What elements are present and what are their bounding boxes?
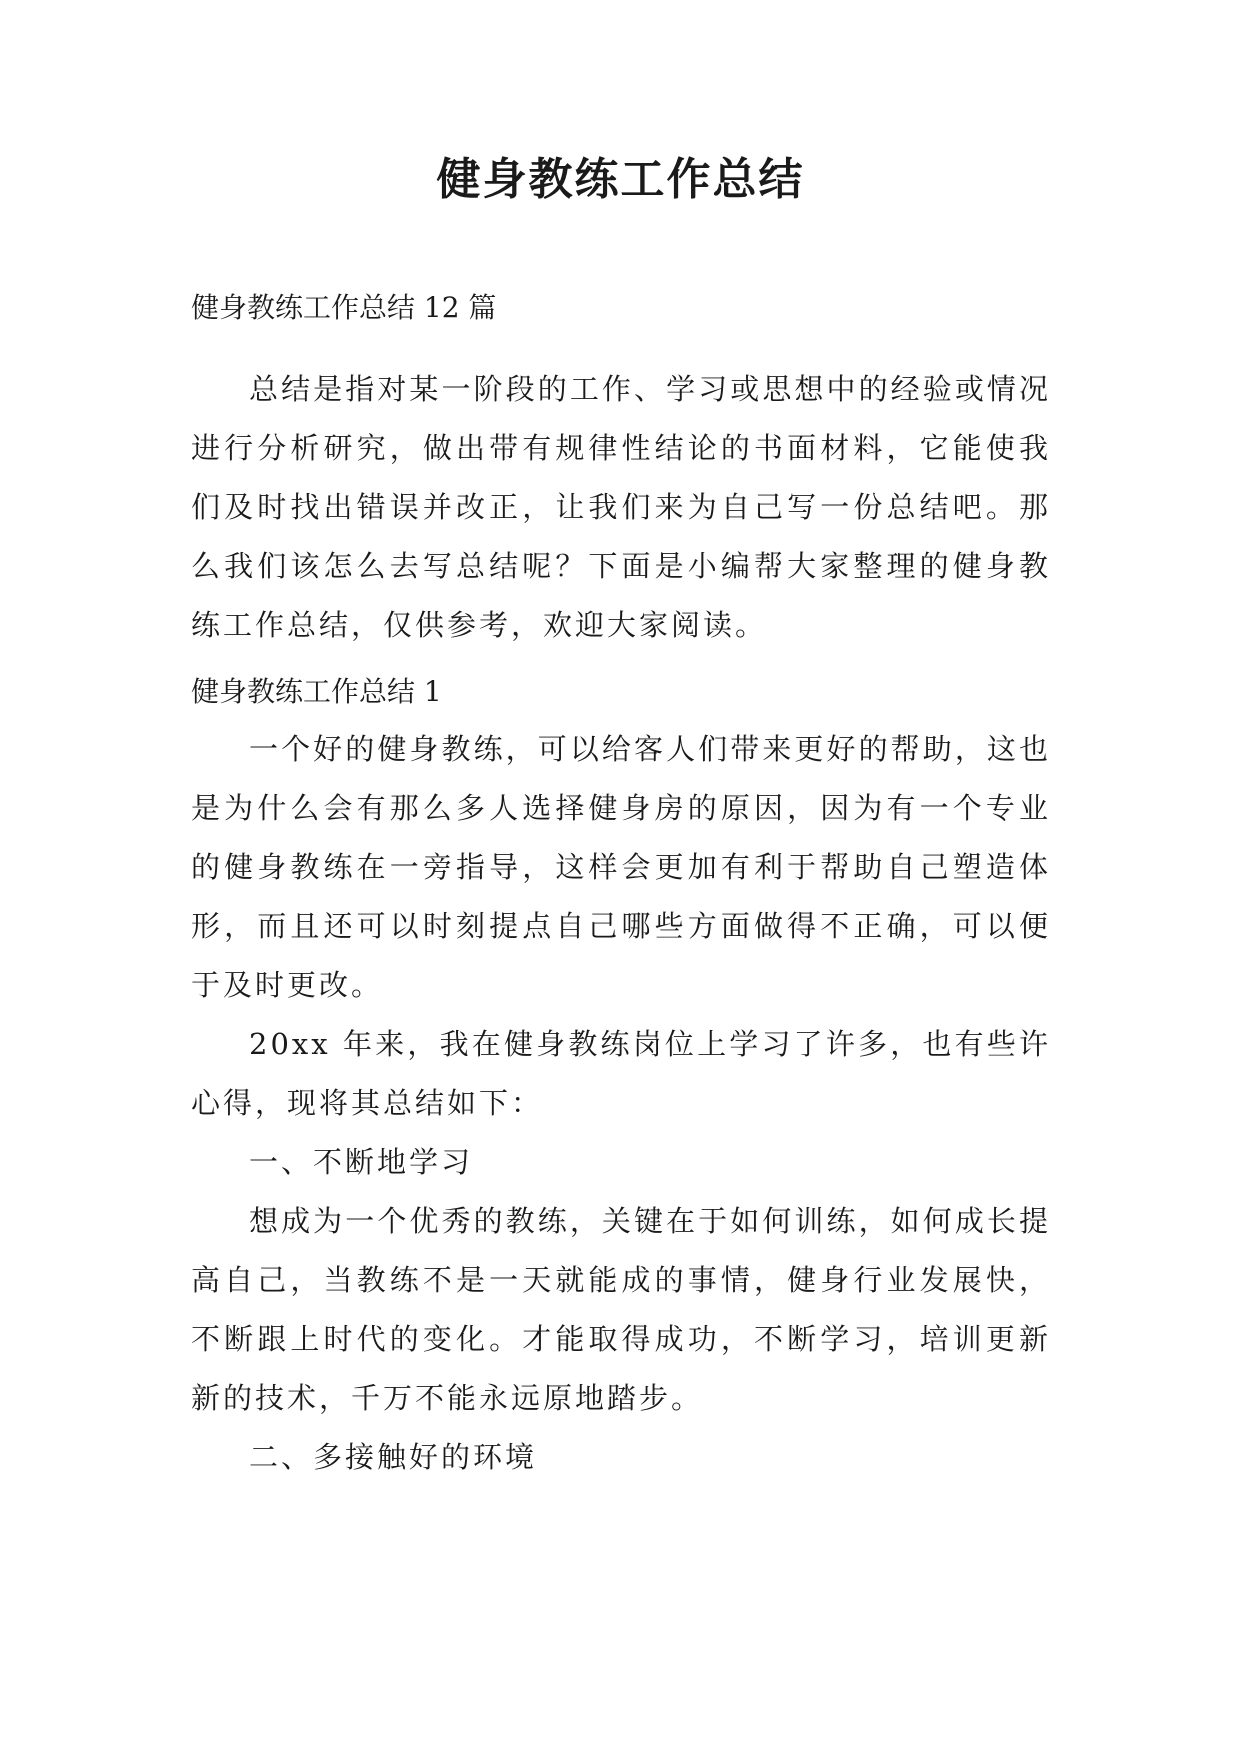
subheading-learning: 一、不断地学习 [249,1145,474,1179]
subheading-environment: 二、多接触好的环境 [249,1440,538,1474]
intro-block [191,360,1051,655]
body-paragraph: 一个好的健身教练，可以给客人们带来更好的帮助，这也是为什么会有那么多人选择健身房的原因，因为有一个专业的健身教练在一旁指导，这样会更加有利于帮助自己塑造体形，而且还可以时刻提点自己哪些方面做得不正确，可以便于及时更改。 [191,732,1051,1002]
intro-paragraph: 总结是指对某一阶段的工作、学习或思想中的经验或情况进行分析研究，做出带有规律性结论的书面材料，它能使我们及时找出错误并改正，让我们来为自己写一份总结吧。那么我们该怎么去写总结呢？下面是小编帮大家整理的健身教练工作总结，仅供参考，欢迎大家阅读。 [191,372,1051,642]
section-heading-1: 健身教练工作总结 1 [191,675,442,708]
section-1-body [191,720,1051,1487]
document-title: 健身教练工作总结 [436,154,805,205]
document-subtitle: 健身教练工作总结 12 篇 [191,291,497,324]
body-paragraph: 20xx 年来，我在健身教练岗位上学习了许多，也有些许心得，现将其总结如下： [191,1027,1051,1120]
body-paragraph: 想成为一个优秀的教练，关键在于如何训练，如何成长提高自己，当教练不是一天就能成的事情，健身行业发展快，不断跟上时代的变化。才能取得成功，不断学习，培训更新新的技术，千万不能永远原地踏步。 [191,1204,1051,1415]
